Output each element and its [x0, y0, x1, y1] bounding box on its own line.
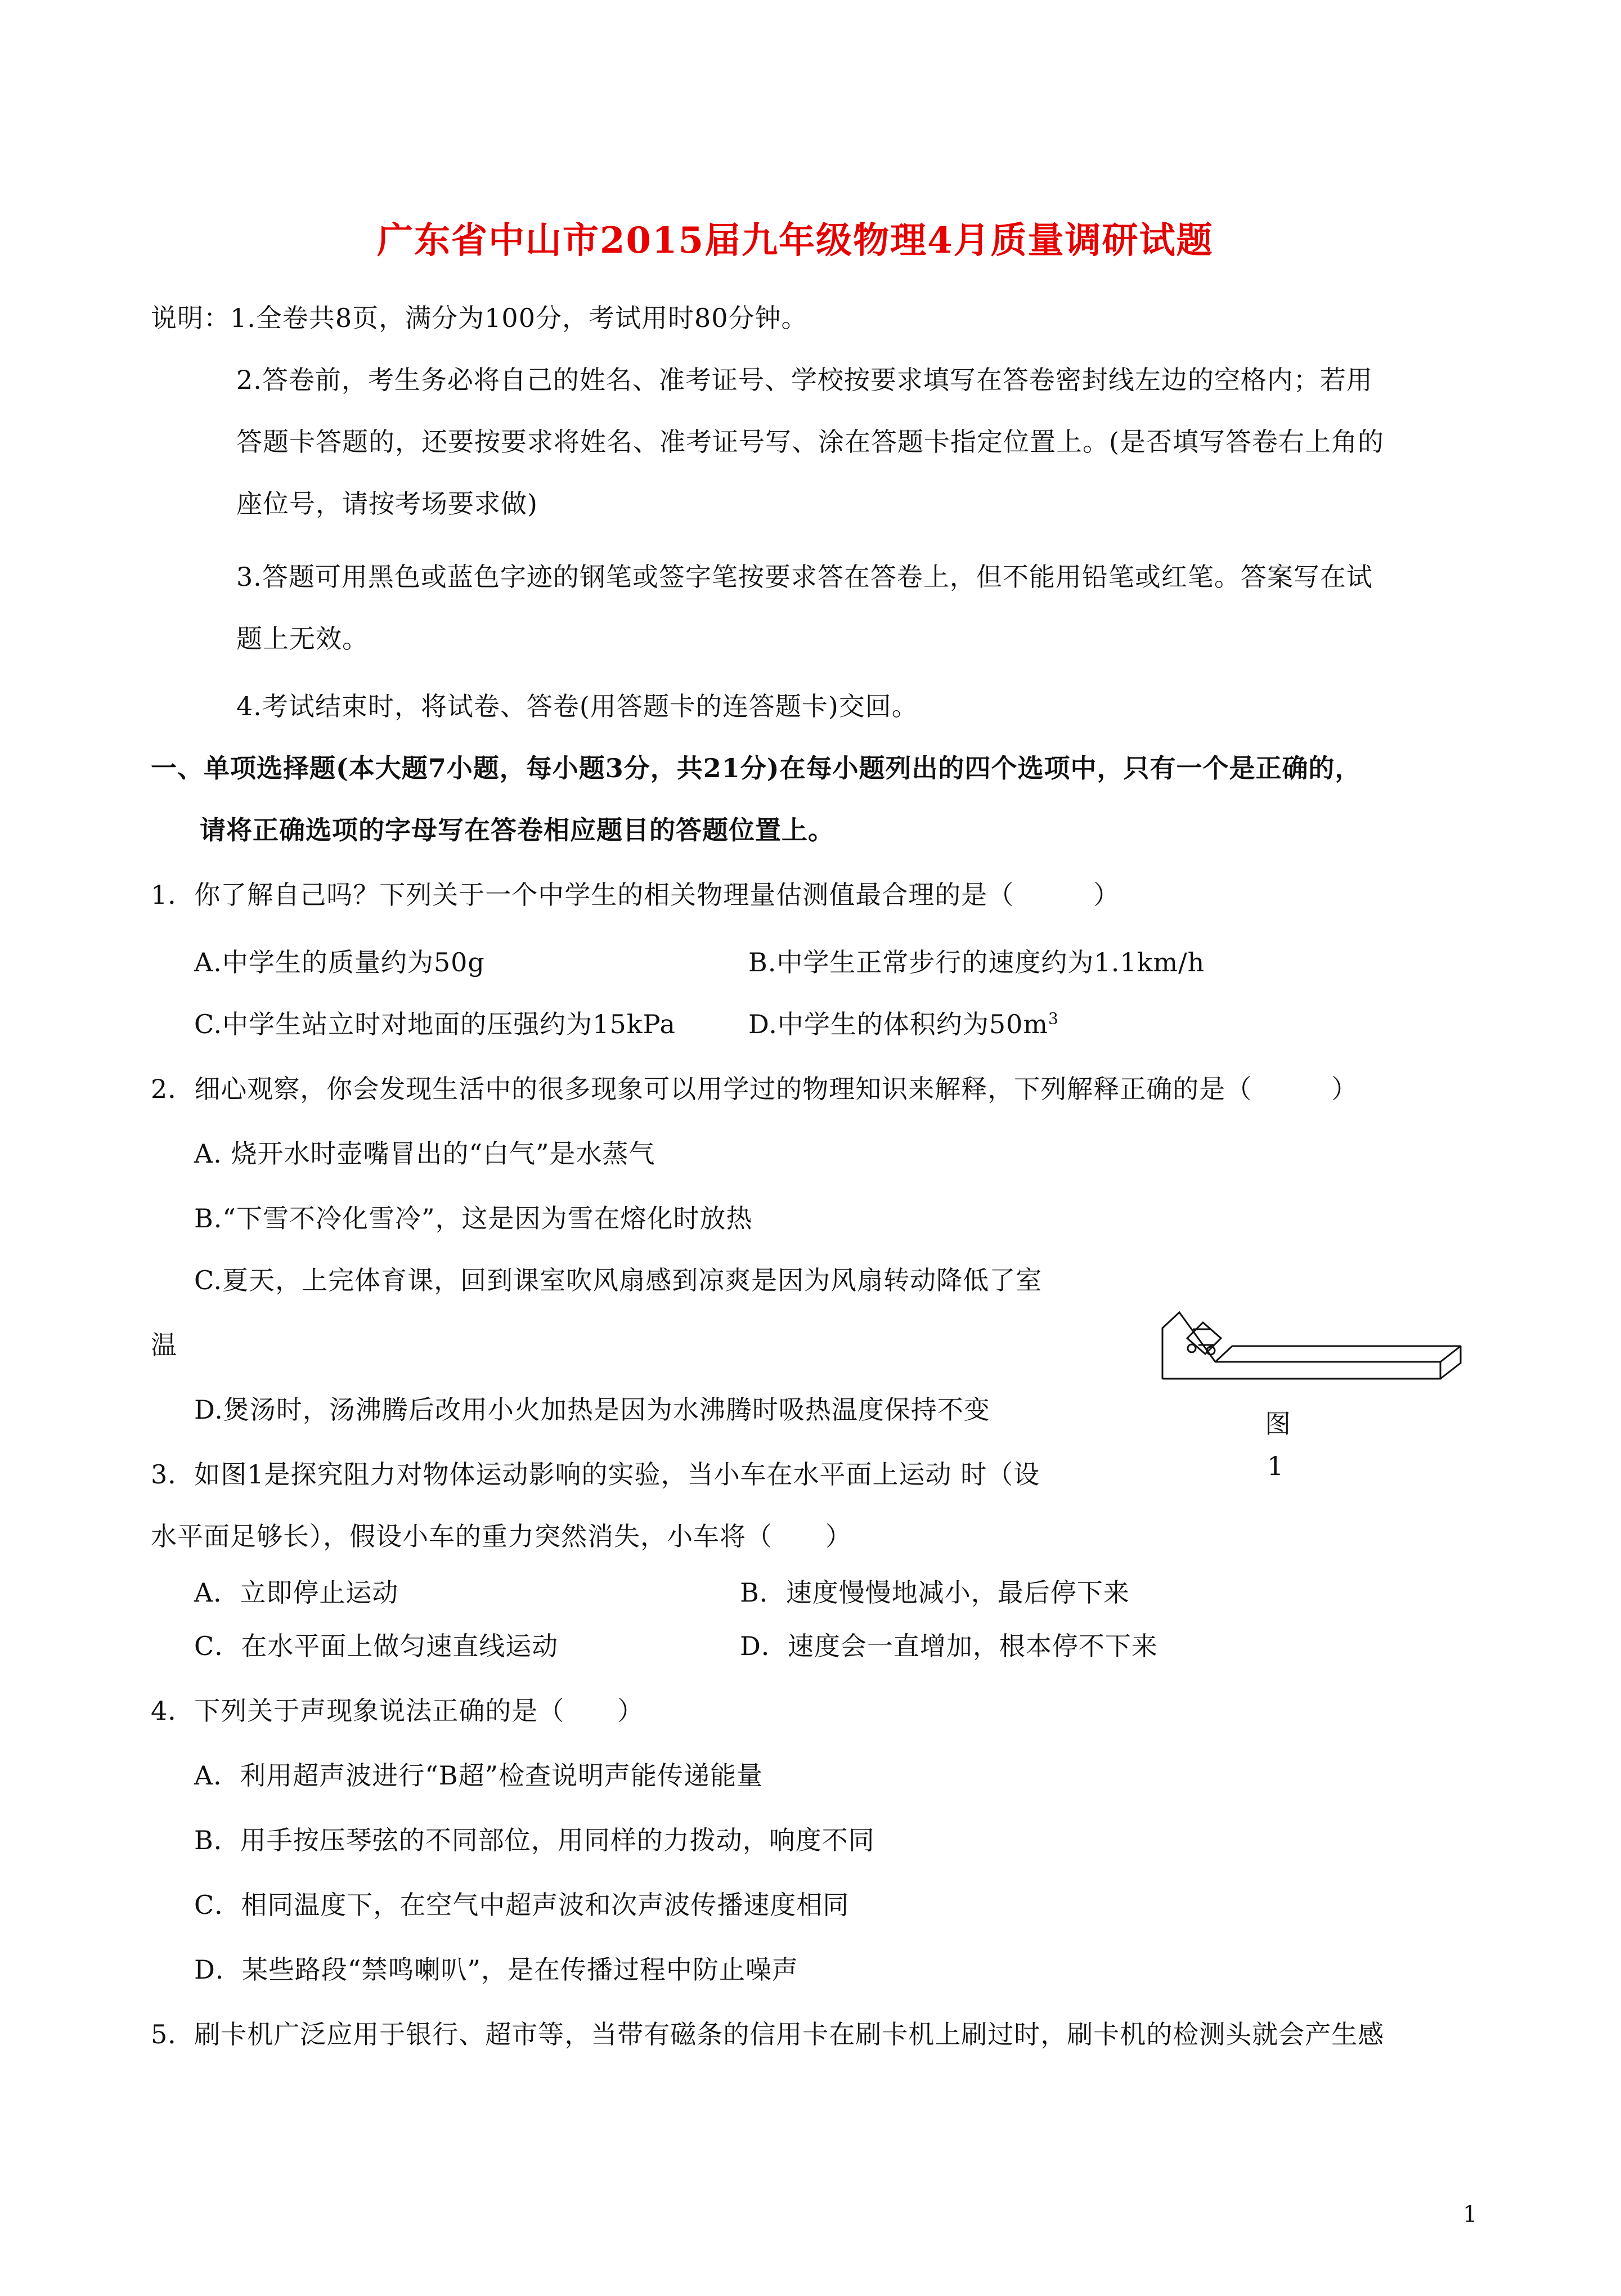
instructions-line-1: 说明：1.全卷共8页，满分为100分，考试用时80分钟。 [151, 303, 808, 333]
section-heading-line-2: 请将正确选项的字母写在答卷相应题目的答题位置上。 [200, 815, 834, 845]
q4-option-d: D．某些路段“禁鸣喇叭”，是在传播过程中防止噪声 [194, 1954, 798, 1985]
q2-option-c-line-2: 温 [151, 1330, 177, 1360]
track-front-face [1162, 1362, 1440, 1379]
q5-stem: 5．刷卡机广泛应用于银行、超市等，当带有磁条的信用卡在刷卡机上刷过时，刷卡机的检测头就会产生感 [151, 2019, 1385, 2050]
q2-option-a: A. 烧开水时壶嘴冒出的“白气”是水蒸气 [194, 1138, 655, 1169]
q3-option-a: A．立即停止运动 [194, 1577, 399, 1608]
instructions-line-5: 3.答题可用黑色或蓝色字迹的钢笔或签字笔按要求答在答卷上，但不能用铅笔或红笔。答案写在试 [236, 562, 1373, 592]
q2-stem: 2．细心观察，你会发现生活中的很多现象可以用学过的物理知识来解释，下列解释正确的是（ ） [151, 1074, 1358, 1104]
q4-stem: 4．下列关于声现象说法正确的是（ ） [151, 1696, 644, 1726]
track-side-face [1440, 1346, 1461, 1379]
q1-option-c: C.中学生站立时对地面的压强约为15kPa [194, 1009, 676, 1039]
q4-option-a: A．利用超声波进行“B超”检查说明声能传递能量 [194, 1760, 764, 1791]
instructions-line-6: 题上无效。 [236, 624, 369, 654]
q1-option-a: A.中学生的质量约为50g [194, 947, 485, 977]
page-number: 1 [1463, 2201, 1478, 2227]
q1-option-b: B.中学生正常步行的速度约为1.1km/h [748, 947, 1205, 977]
q4-option-b: B．用手按压琴弦的不同部位，用同样的力拨动，响度不同 [194, 1825, 875, 1855]
q3-option-b: B．速度慢慢地减小，最后停下来 [740, 1577, 1130, 1608]
q3-stem-line-1: 3．如图1是探究阻力对物体运动影响的实验，当小车在水平面上运动 时（设 [151, 1459, 1040, 1490]
section-heading-line-1: 一、单项选择题(本大题7小题，每小题3分，共21分)在每小题列出的四个选项中，只有一个是正确的， [151, 753, 1362, 783]
figure-1-label-line-2: 1 [1267, 1451, 1285, 1481]
q4-option-c: C．相同温度下，在空气中超声波和次声波传播速度相同 [194, 1890, 850, 1920]
figure-1-label-line-1: 图 [1265, 1409, 1291, 1439]
q1-stem: 1．你了解自己吗？下列关于一个中学生的相关物理量估测值最合理的是（ ） [151, 880, 1120, 910]
instructions-line-4: 座位号，请按考场要求做) [236, 488, 538, 519]
q3-option-c: C．在水平面上做匀速直线运动 [194, 1631, 559, 1661]
instructions-line-7: 4.考试结束时，将试卷、答卷(用答题卡的连答题卡)交回。 [236, 691, 918, 721]
track-top-surface [1215, 1346, 1461, 1362]
q1-option-d-text: D.中学生的体积约为50m [748, 1009, 1049, 1039]
cart-icon [1187, 1322, 1221, 1354]
figure-1-incline-track [1159, 1277, 1474, 1390]
q3-stem-line-2: 水平面足够长），假设小车的重力突然消失，小车将（ ） [151, 1521, 852, 1551]
q1-option-d [748, 1007, 1059, 1041]
q2-option-b: B.“下雪不冷化雪冷”，这是因为雪在熔化时放热 [194, 1203, 753, 1234]
q3-option-d: D．速度会一直增加，根本停不下来 [740, 1631, 1158, 1661]
document-title: 广东省中山市2015届九年级物理4月质量调研试题 [377, 219, 1214, 262]
q1-option-d-superscript: 3 [1048, 1009, 1059, 1028]
instructions-line-2: 2.答卷前，考生务必将自己的姓名、准考证号、学校按要求填写在答卷密封线左边的空格内；若用 [236, 365, 1373, 395]
q2-option-c-line-1: C.夏天，上完体育课，回到课室吹风扇感到凉爽是因为风扇转动降低了室 [194, 1265, 1043, 1295]
instructions-line-3: 答题卡答题的，还要按要求将姓名、准考证号写、涂在答题卡指定位置上。(是否填写答卷右上角的 [236, 427, 1384, 457]
cart-wheel-front [1188, 1344, 1196, 1352]
q2-option-d: D.煲汤时，汤沸腾后改用小火加热是因为水沸腾时吸热温度保持不变 [194, 1394, 990, 1425]
